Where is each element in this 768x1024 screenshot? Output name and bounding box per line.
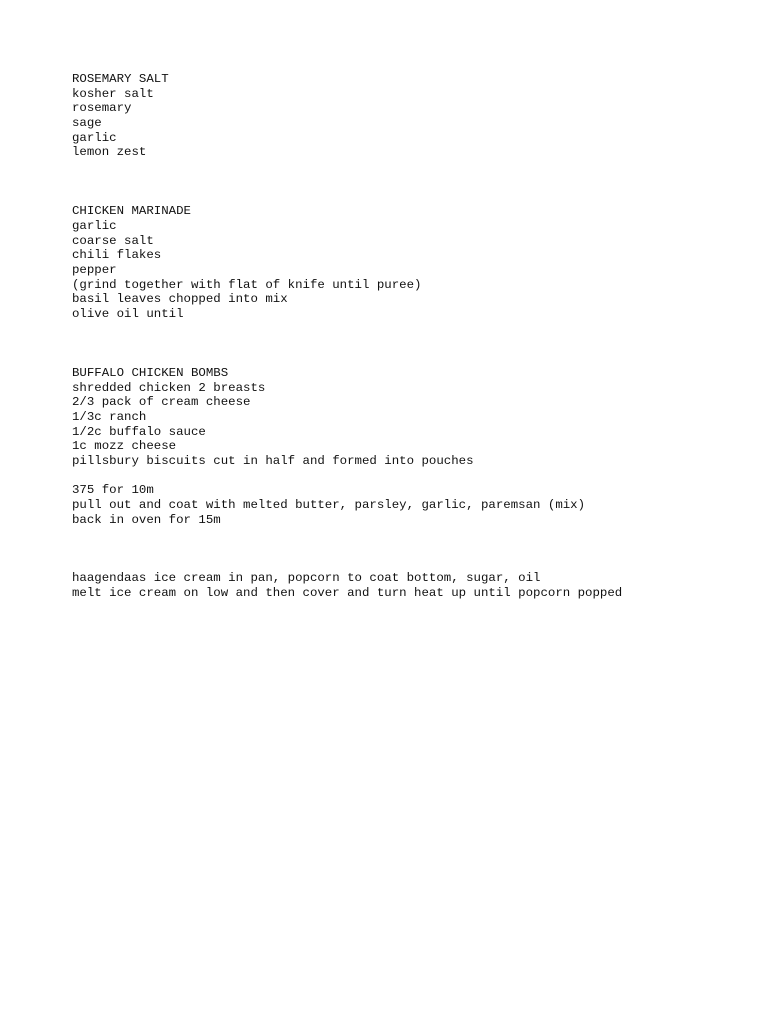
spacer bbox=[72, 160, 752, 204]
section-title: CHICKEN MARINADE bbox=[72, 204, 191, 219]
instruction-line: haagendaas ice cream in pan, popcorn to coat bottom, sugar, oil bbox=[72, 571, 541, 586]
ingredient-line: coarse salt bbox=[72, 233, 154, 248]
ingredient-line: pillsbury biscuits cut in half and formed into pouches bbox=[72, 453, 474, 468]
ingredient-line: olive oil until bbox=[72, 307, 184, 322]
section-buffalo-chicken-bombs bbox=[72, 366, 752, 528]
instruction-line: back in oven for 15m bbox=[72, 512, 221, 527]
ingredient-line: pepper bbox=[72, 262, 117, 277]
section-popcorn bbox=[72, 571, 752, 600]
spacer bbox=[72, 469, 752, 484]
ingredient-line: garlic bbox=[72, 130, 117, 145]
ingredient-line: shredded chicken 2 breasts bbox=[72, 380, 266, 395]
instruction-line: melt ice cream on low and then cover and turn heat up until popcorn popped bbox=[72, 586, 623, 601]
ingredient-line: 1c mozz cheese bbox=[72, 439, 177, 454]
ingredient-line: rosemary bbox=[72, 101, 132, 116]
ingredient-line: lemon zest bbox=[72, 145, 147, 160]
ingredient-line: kosher salt bbox=[72, 86, 154, 101]
document-page bbox=[72, 72, 752, 601]
instruction-line: pull out and coat with melted butter, parsley, garlic, paremsan (mix) bbox=[72, 498, 586, 512]
ingredient-line: sage bbox=[72, 116, 102, 131]
ingredient-line: chili flakes bbox=[72, 248, 162, 263]
ingredient-line: 1/3c ranch bbox=[72, 409, 147, 424]
spacer bbox=[72, 322, 752, 366]
section-title: ROSEMARY SALT bbox=[72, 72, 169, 86]
spacer bbox=[72, 527, 752, 571]
ingredient-line: 1/2c buffalo sauce bbox=[72, 424, 206, 439]
ingredient-line: garlic bbox=[72, 218, 117, 233]
section-chicken-marinade bbox=[72, 204, 752, 322]
section-title: BUFFALO CHICKEN BOMBS bbox=[72, 365, 229, 380]
ingredient-line: 2/3 pack of cream cheese bbox=[72, 395, 251, 410]
instruction-line: 375 for 10m bbox=[72, 483, 154, 498]
instruction-line: (grind together with flat of knife until puree) bbox=[72, 277, 422, 292]
section-rosemary-salt bbox=[72, 72, 752, 160]
ingredient-line: basil leaves chopped into mix bbox=[72, 292, 288, 307]
